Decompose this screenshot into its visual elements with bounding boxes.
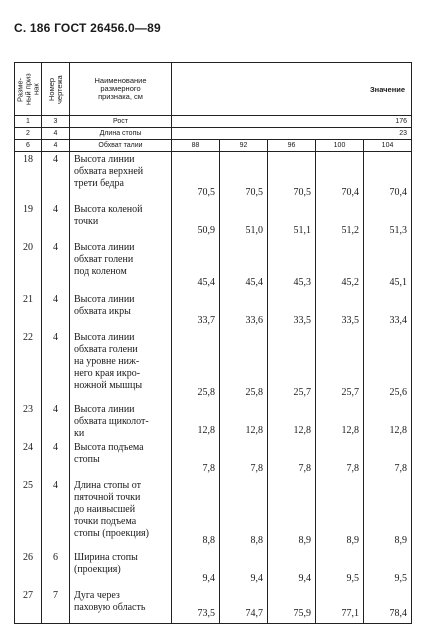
- param-label: Рост: [70, 116, 172, 128]
- value-cell: 33,4: [364, 292, 412, 330]
- value-cell: 51,1: [268, 202, 316, 240]
- value-cell: 78,4: [364, 588, 412, 624]
- drawing-number: 4: [42, 440, 70, 478]
- value-cell: 25,6: [364, 330, 412, 402]
- value-cell: 45,1: [364, 240, 412, 292]
- value-cell: 7,8: [364, 440, 412, 478]
- table-row: [15, 550, 412, 588]
- drawing-number: 4: [42, 292, 70, 330]
- param-name: Высота подъема стопы: [70, 440, 172, 478]
- value-cell: 8,8: [220, 478, 268, 550]
- param-number: 22: [15, 330, 42, 402]
- param-number: 18: [15, 152, 42, 202]
- drawing-number: 4: [42, 330, 70, 402]
- param-number: 23: [15, 402, 42, 440]
- table-row: [15, 588, 412, 624]
- param-number: 1: [15, 116, 42, 128]
- value-cell: 77,1: [316, 588, 364, 624]
- param-name: Длина стопы от пяточной точки до наивысшей точки подъема стопы (проекция): [70, 478, 172, 550]
- value-cell: 9,5: [364, 550, 412, 588]
- param-name: Ширина стопы (проекция): [70, 550, 172, 588]
- header-row: [15, 63, 412, 116]
- param-number: 19: [15, 202, 42, 240]
- value-cell: 8,9: [316, 478, 364, 550]
- param-name: Высота линии обхвата верхней трети бедра: [70, 152, 172, 202]
- value-cell: 7,8: [268, 440, 316, 478]
- value-cell: 9,4: [268, 550, 316, 588]
- value-cell: 8,8: [172, 478, 220, 550]
- value-cell: 33,5: [316, 292, 364, 330]
- drawing-number: 4: [42, 478, 70, 550]
- measurement-table: [14, 62, 412, 624]
- value-cell: 33,6: [220, 292, 268, 330]
- value-cell: 33,5: [268, 292, 316, 330]
- table-row: [15, 440, 412, 478]
- value-cell: 70,5: [172, 152, 220, 202]
- value-cell: 45,4: [220, 240, 268, 292]
- param-name: Высота линии обхват голени под коленом: [70, 240, 172, 292]
- waist-row: [15, 140, 412, 152]
- drawing-number: 4: [42, 402, 70, 440]
- table-row: [15, 478, 412, 550]
- page-header: С. 186 ГОСТ 26456.0—89: [14, 21, 161, 35]
- param-value: 23: [172, 128, 412, 140]
- param-name: Высота линии обхвата голени на уровне ниж- него края икро- ножной мышцы: [70, 330, 172, 402]
- header-drawing-col: Номер чертежа: [42, 63, 70, 116]
- drawing-number: 4: [42, 202, 70, 240]
- table-row: [15, 292, 412, 330]
- waist-value: 92: [220, 140, 268, 152]
- header-size-col: Разме- ный приз нак: [15, 63, 42, 116]
- value-cell: 8,9: [268, 478, 316, 550]
- param-name: Дуга через паховую область: [70, 588, 172, 624]
- param-number: 25: [15, 478, 42, 550]
- value-cell: 33,7: [172, 292, 220, 330]
- value-cell: 25,8: [172, 330, 220, 402]
- value-cell: 7,8: [316, 440, 364, 478]
- param-name: Высота линии обхвата щиколот- ки: [70, 402, 172, 440]
- value-cell: 51,2: [316, 202, 364, 240]
- param-number: 24: [15, 440, 42, 478]
- param-number: 26: [15, 550, 42, 588]
- value-cell: 8,9: [364, 478, 412, 550]
- value-cell: 45,3: [268, 240, 316, 292]
- drawing-number: 4: [42, 152, 70, 202]
- value-cell: 25,7: [316, 330, 364, 402]
- value-cell: 50,9: [172, 202, 220, 240]
- value-cell: 45,4: [172, 240, 220, 292]
- table-row: [15, 240, 412, 292]
- param-label: Обхват талии: [70, 140, 172, 152]
- value-cell: 12,8: [364, 402, 412, 440]
- param-number: 6: [15, 140, 42, 152]
- drawing-number: 3: [42, 116, 70, 128]
- sub-header-row: [15, 116, 412, 128]
- value-cell: 12,8: [220, 402, 268, 440]
- param-label: Длина стопы: [70, 128, 172, 140]
- value-cell: 73,5: [172, 588, 220, 624]
- value-cell: 9,4: [220, 550, 268, 588]
- drawing-number: 4: [42, 140, 70, 152]
- drawing-number: 7: [42, 588, 70, 624]
- param-name: Высота линии обхвата икры: [70, 292, 172, 330]
- waist-value: 96: [268, 140, 316, 152]
- waist-value: 88: [172, 140, 220, 152]
- value-cell: 12,8: [316, 402, 364, 440]
- param-value: 176: [172, 116, 412, 128]
- value-cell: 9,5: [316, 550, 364, 588]
- value-cell: 12,8: [268, 402, 316, 440]
- param-number: 20: [15, 240, 42, 292]
- drawing-number: 4: [42, 128, 70, 140]
- value-cell: 70,4: [364, 152, 412, 202]
- drawing-number: 4: [42, 240, 70, 292]
- drawing-number: 6: [42, 550, 70, 588]
- value-cell: 51,3: [364, 202, 412, 240]
- value-cell: 70,5: [220, 152, 268, 202]
- value-cell: 25,7: [268, 330, 316, 402]
- value-cell: 7,8: [220, 440, 268, 478]
- table-row: [15, 152, 412, 202]
- value-cell: 51,0: [220, 202, 268, 240]
- value-cell: 70,4: [316, 152, 364, 202]
- table-row: [15, 402, 412, 440]
- param-name: Высота коленой точки: [70, 202, 172, 240]
- table-row: [15, 202, 412, 240]
- table-row: [15, 330, 412, 402]
- value-cell: 25,8: [220, 330, 268, 402]
- param-number: 2: [15, 128, 42, 140]
- param-number: 27: [15, 588, 42, 624]
- waist-value: 104: [364, 140, 412, 152]
- value-cell: 45,2: [316, 240, 364, 292]
- param-number: 21: [15, 292, 42, 330]
- value-cell: 7,8: [172, 440, 220, 478]
- waist-value: 100: [316, 140, 364, 152]
- value-cell: 74,7: [220, 588, 268, 624]
- header-name-col: Наименование размерного признака, см: [70, 63, 172, 116]
- value-cell: 12,8: [172, 402, 220, 440]
- sub-header-row: [15, 128, 412, 140]
- header-value-col: Значение: [172, 63, 412, 116]
- value-cell: 70,5: [268, 152, 316, 202]
- value-cell: 75,9: [268, 588, 316, 624]
- value-cell: 9,4: [172, 550, 220, 588]
